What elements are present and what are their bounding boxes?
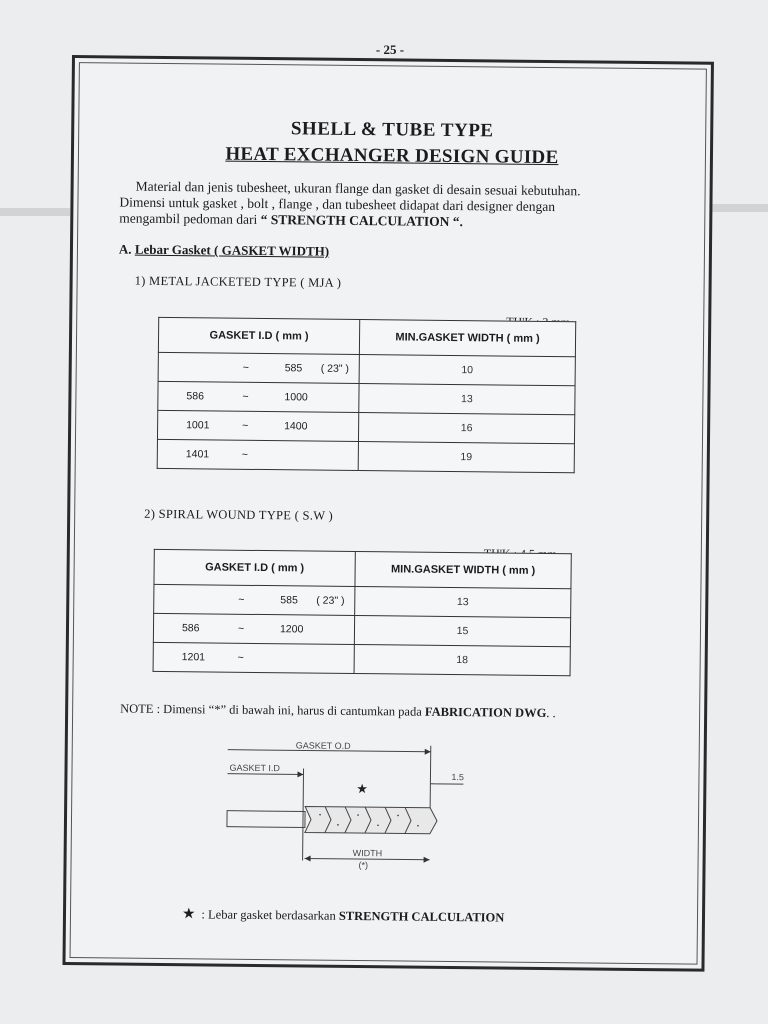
mja-col-min-width: MIN.GASKET WIDTH ( mm ) — [359, 320, 575, 357]
mja-table — [157, 317, 577, 473]
mja-range-to: 1400 — [284, 420, 308, 433]
star-icon: ★ — [356, 781, 369, 797]
sw-id-range-cell — [153, 642, 354, 673]
footnote-text: : Lebar gasket berdasarkan — [201, 907, 336, 923]
mja-range-to: 1000 — [284, 391, 308, 404]
sw-range-to: 585 — [280, 594, 298, 607]
mja-range-tilde: ~ — [242, 361, 249, 374]
title-line-1: SHELL & TUBE TYPE — [290, 118, 494, 142]
sw-range-to: 1200 — [279, 623, 304, 636]
asterisk-label: (*) — [358, 860, 369, 871]
mja-row — [158, 352, 575, 385]
mja-row — [158, 381, 575, 414]
mja-min-width-cell: 13 — [359, 384, 575, 415]
sw-col-gasket-id: GASKET I.D ( mm ) — [154, 549, 355, 586]
mja-range-tilde: ~ — [241, 448, 249, 461]
mja-range-tilde: ~ — [242, 390, 249, 403]
sw-min-width-cell: 18 — [354, 644, 570, 675]
sw-id-range-cell — [153, 613, 354, 644]
sw-range-tilde: ~ — [237, 622, 245, 635]
mja-heading: 1) METAL JACKETED TYPE ( MJA ) — [134, 273, 342, 290]
mja-min-width-cell: 10 — [359, 355, 575, 386]
sw-row — [153, 642, 570, 675]
gasket-od-label: GASKET O.D — [295, 740, 351, 751]
document-frame — [62, 55, 713, 972]
mja-min-width-cell: 19 — [358, 442, 574, 473]
mja-id-range-cell — [157, 410, 358, 441]
mja-row — [157, 410, 574, 443]
sw-col-min-width: MIN.GASKET WIDTH ( mm ) — [355, 551, 571, 588]
width-label: WIDTH — [352, 847, 383, 859]
title-line-2: HEAT EXCHANGER DESIGN GUIDE — [225, 143, 559, 169]
sw-table — [153, 549, 572, 676]
mja-header-row — [158, 317, 575, 356]
mja-range-to: 585 — [284, 362, 303, 375]
mja-min-width-cell: 16 — [358, 413, 574, 444]
mja-id-range-cell — [157, 439, 358, 470]
section-prefix: A. — [118, 241, 135, 257]
dimension-label: 1.5 — [451, 772, 465, 783]
gasket-id-label: GASKET I.D — [229, 762, 280, 774]
page-number: - 25 - — [375, 42, 405, 57]
sw-header-row — [154, 549, 571, 588]
scan-mark-left — [0, 208, 70, 216]
intro-line-3-text: mengambil pedoman dari — [119, 210, 258, 227]
mja-id-range-cell — [158, 381, 359, 412]
note-text: NOTE : Dimensi “*” di bawah ini, harus di cantumkan pada — [120, 701, 422, 719]
intro-line-2: Dimensi untuk gasket , bolt , flange , dan tubesheet didapat dari designer dengan — [119, 194, 556, 215]
mja-id-range-cell — [158, 352, 359, 383]
intro-line-1: Material dan jenis tubesheet, ukuran flange dan gasket di desain sesuai kebutuhan. — [135, 178, 581, 199]
mja-range-note: ( 23" ) — [320, 362, 350, 375]
mja-col-gasket-id: GASKET I.D ( mm ) — [158, 317, 359, 354]
sw-range-tilde: ~ — [238, 593, 245, 606]
id-extension-line — [303, 768, 304, 860]
footnote-strong: STRENGTH CALCULATION — [338, 908, 505, 925]
mja-range-from: 1401 — [185, 448, 210, 461]
intro-line-3-strong: “ STRENGTH CALCULATION “. — [260, 211, 463, 230]
note-suffix: . . — [546, 706, 556, 721]
mja-range-from: 586 — [186, 390, 205, 403]
mja-range-from: 1001 — [186, 419, 210, 432]
gasket-diagram — [224, 740, 485, 873]
sw-heading: 2) SPIRAL WOUND TYPE ( S.W ) — [144, 506, 334, 523]
sw-row — [154, 584, 571, 617]
sw-row — [153, 613, 570, 646]
sw-id-range-cell — [154, 584, 355, 615]
sw-range-note: ( 23" ) — [316, 594, 345, 607]
section-heading — [119, 242, 329, 260]
footnote — [182, 904, 505, 926]
mja-range-tilde: ~ — [242, 419, 249, 432]
sw-range-tilde: ~ — [237, 651, 244, 664]
flange-face — [227, 811, 305, 828]
mja-row — [157, 439, 574, 472]
sw-min-width-cell: 13 — [355, 586, 571, 617]
sw-range-from: 586 — [181, 622, 200, 635]
intro-paragraph — [119, 179, 679, 233]
section-label: Lebar Gasket ( GASKET WIDTH) — [134, 241, 330, 259]
note-strong: FABRICATION DWG — [424, 704, 547, 721]
star-icon: ★ — [181, 906, 196, 923]
sw-min-width-cell: 15 — [354, 615, 570, 646]
sw-range-from: 1201 — [181, 651, 206, 664]
id-dimension-line — [227, 774, 303, 775]
